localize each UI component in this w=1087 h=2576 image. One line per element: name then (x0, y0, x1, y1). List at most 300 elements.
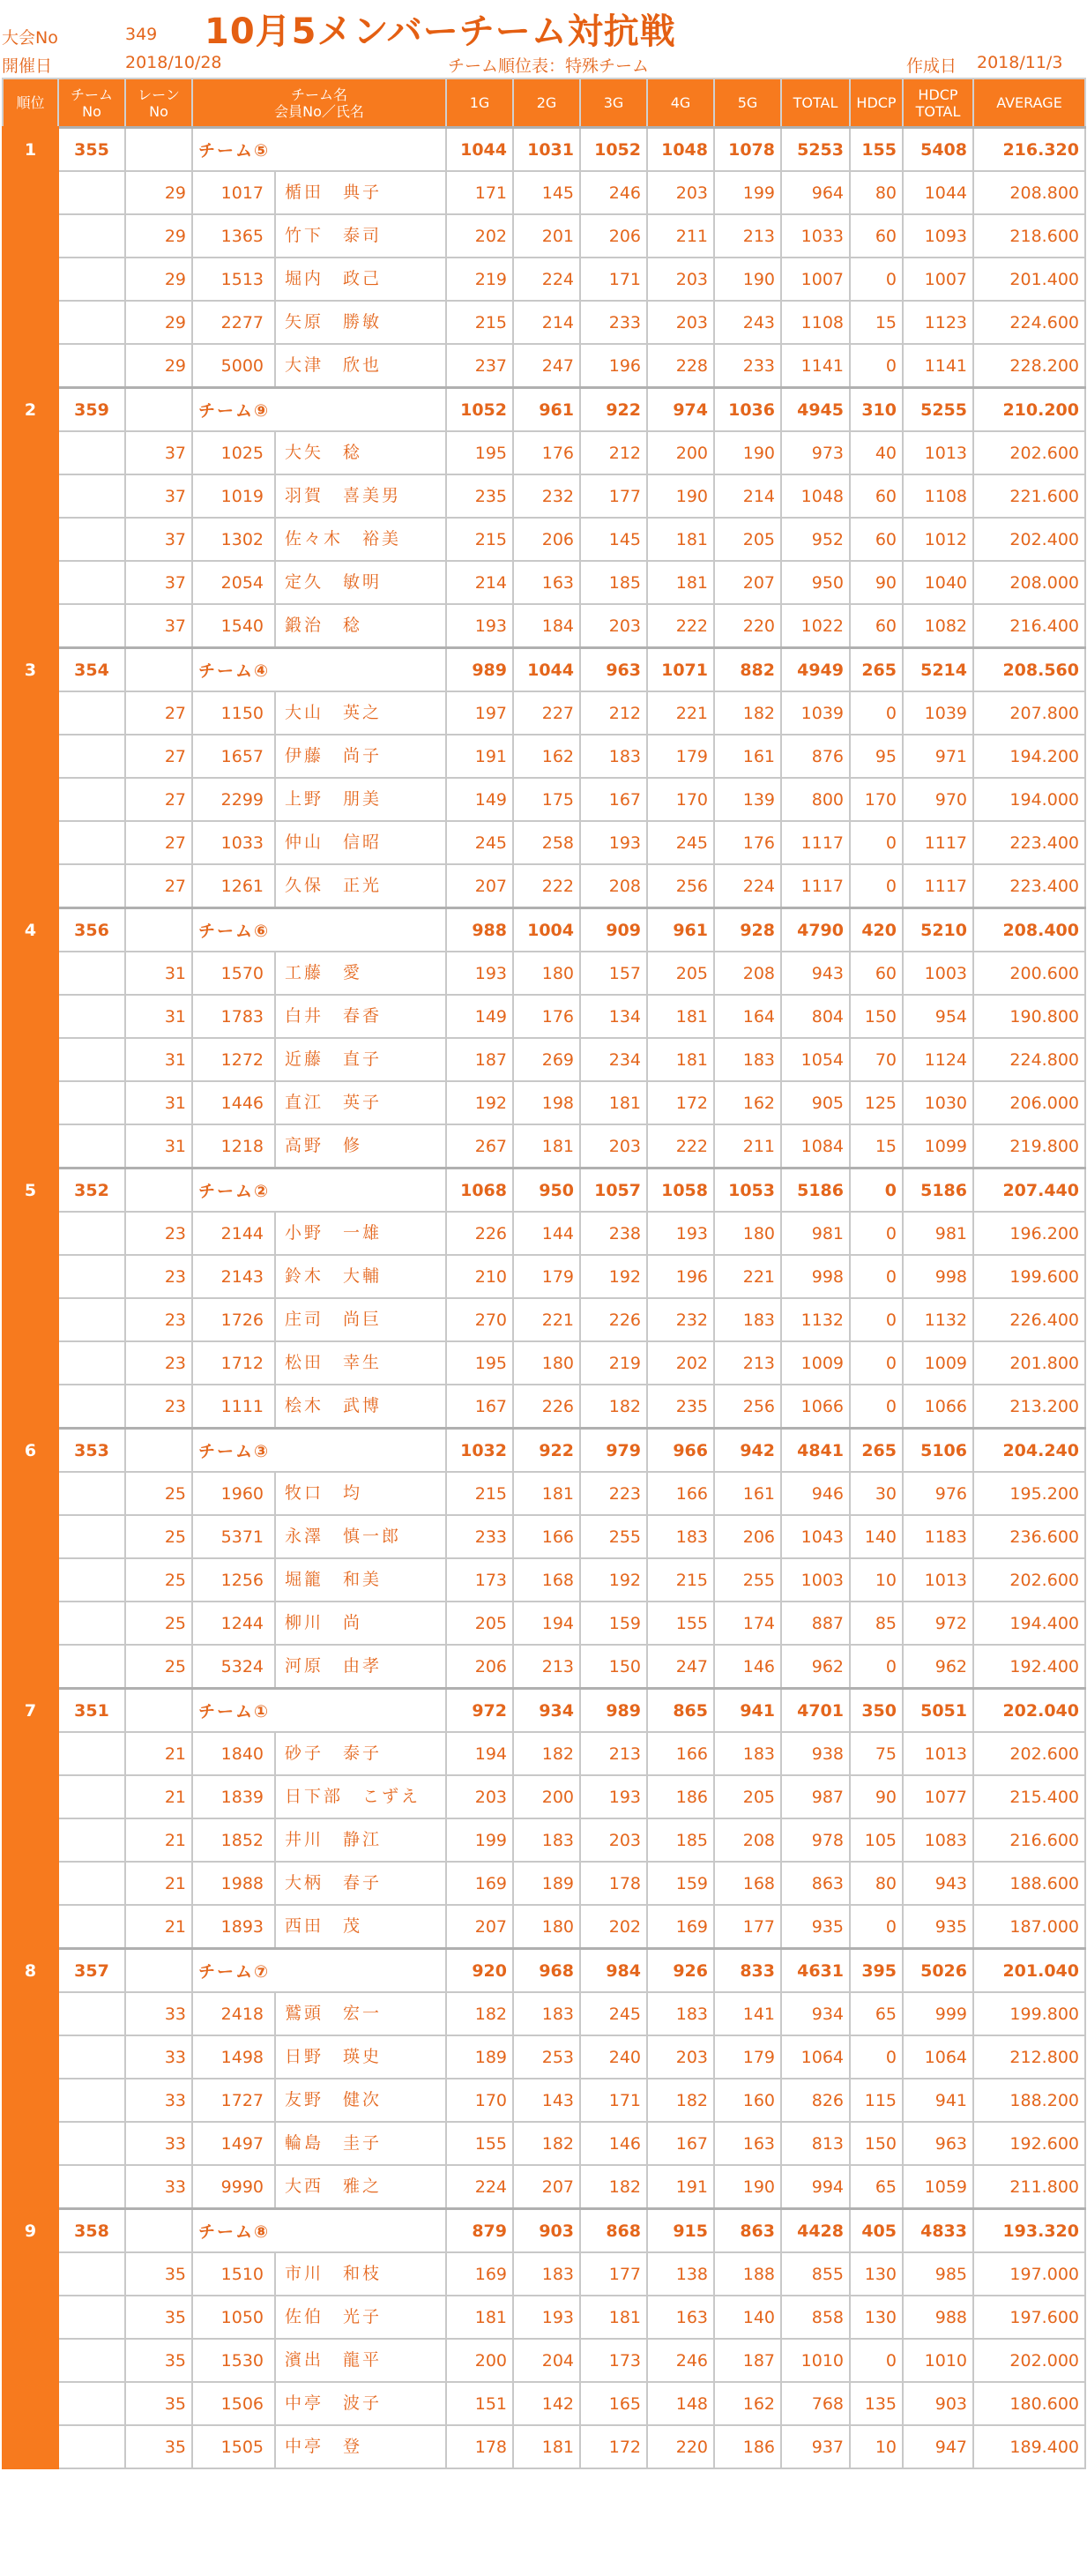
member-name: 楯田 典子 (274, 172, 382, 213)
member-name: 河原 由孝 (274, 1646, 382, 1687)
game-score-cell: 961 (647, 908, 714, 952)
member-row (3, 1255, 1085, 1298)
game-score-cell: 168 (714, 1862, 781, 1905)
member-row (3, 1558, 1085, 1602)
game-score-cell: 183 (647, 1992, 714, 2035)
lane-cell: 37 (125, 518, 192, 561)
member-row (3, 2425, 1085, 2468)
lane-cell (125, 648, 192, 692)
average-cell: 201.400 (973, 258, 1085, 301)
lane-cell: 37 (125, 604, 192, 648)
member-name: 伊藤 尚子 (274, 735, 382, 777)
member-cell (192, 821, 446, 864)
game-score-cell: 172 (647, 1081, 714, 1124)
game-score-cell: 1052 (446, 388, 513, 432)
game-score-cell: 1004 (513, 908, 580, 952)
game-score-cell: 161 (714, 1472, 781, 1515)
hdcp-total-cell: 1124 (903, 1038, 973, 1081)
game-score-cell: 200 (513, 1775, 580, 1818)
member-row (3, 604, 1085, 648)
game-score-cell: 208 (714, 952, 781, 995)
game-score-cell: 928 (714, 908, 781, 952)
team-no-cell (58, 2339, 125, 2382)
rank-cell (3, 1992, 58, 2035)
average-cell: 226.400 (973, 1298, 1085, 1341)
rank-cell: 1 (3, 128, 58, 172)
member-no: 1497 (220, 2133, 264, 2154)
game-score-cell: 185 (580, 561, 647, 604)
lane-cell: 33 (125, 2079, 192, 2122)
rank-cell (3, 431, 58, 474)
member-cell (192, 561, 446, 604)
team-row (3, 1169, 1085, 1213)
game-score-cell: 202 (580, 1905, 647, 1949)
member-no: 1244 (220, 1613, 264, 1633)
game-score-cell: 150 (580, 1645, 647, 1689)
member-no: 2299 (220, 789, 264, 810)
member-name: 鷲頭 宏一 (274, 1993, 382, 2035)
game-score-cell: 989 (446, 648, 513, 692)
team-name-cell: チーム⑧ (192, 2209, 446, 2253)
member-name: 直江 英子 (274, 1082, 382, 1124)
game-score-cell: 941 (714, 1689, 781, 1733)
member-cell (192, 431, 446, 474)
average-cell: 215.400 (973, 1775, 1085, 1818)
average-cell: 204.240 (973, 1429, 1085, 1473)
game-score-cell: 182 (580, 1385, 647, 1429)
member-cell (192, 1255, 446, 1298)
created-date: 2018/11/3 (977, 53, 1063, 72)
game-score-cell: 146 (580, 2122, 647, 2165)
team-no-cell (58, 691, 125, 735)
total-cell: 804 (781, 995, 850, 1038)
lane-cell: 29 (125, 171, 192, 214)
game-score-cell: 166 (513, 1515, 580, 1558)
average-cell: 201.040 (973, 1949, 1085, 1993)
member-cell (192, 2296, 446, 2339)
average-cell: 202.000 (973, 2339, 1085, 2382)
game-score-cell: 160 (714, 2079, 781, 2122)
game-score-cell: 210 (446, 1255, 513, 1298)
game-score-cell: 233 (446, 1515, 513, 1558)
hdcp-total-cell: 1059 (903, 2165, 973, 2209)
total-cell: 813 (781, 2122, 850, 2165)
member-name: 工藤 愛 (274, 952, 362, 994)
member-cell (192, 1515, 446, 1558)
member-cell (192, 691, 446, 735)
total-cell: 876 (781, 735, 850, 778)
lane-cell (125, 128, 192, 172)
hdcp-cell: 405 (850, 2209, 903, 2253)
game-score-cell: 164 (714, 995, 781, 1038)
member-row (3, 995, 1085, 1038)
member-no: 2143 (220, 1266, 264, 1287)
game-score-cell: 183 (513, 2252, 580, 2296)
member-cell (192, 952, 446, 995)
game-score-cell: 203 (647, 171, 714, 214)
lane-cell: 23 (125, 1255, 192, 1298)
lane-cell: 23 (125, 1341, 192, 1385)
rank-cell (3, 735, 58, 778)
game-score-cell: 193 (446, 604, 513, 648)
game-score-cell: 868 (580, 2209, 647, 2253)
hdcp-total-cell: 5186 (903, 1169, 973, 1213)
member-row (3, 1038, 1085, 1081)
total-cell: 1064 (781, 2035, 850, 2079)
total-cell: 4949 (781, 648, 850, 692)
hdcp-cell: 80 (850, 171, 903, 214)
member-row (3, 1775, 1085, 1818)
lane-cell (125, 1169, 192, 1213)
game-score-cell: 1044 (446, 128, 513, 172)
average-cell: 188.200 (973, 2079, 1085, 2122)
member-name: 佐伯 光子 (274, 2296, 382, 2338)
game-score-cell: 979 (580, 1429, 647, 1473)
hdcp-cell: 395 (850, 1949, 903, 1993)
member-row (3, 1515, 1085, 1558)
game-score-cell: 213 (513, 1645, 580, 1689)
member-no: 1726 (220, 1310, 264, 1330)
total-cell: 1043 (781, 1515, 850, 1558)
game-score-cell: 915 (647, 2209, 714, 2253)
team-name-cell: チーム⑨ (192, 388, 446, 432)
hdcp-cell: 0 (850, 1645, 903, 1689)
average-cell: 192.400 (973, 1645, 1085, 1689)
game-score-cell: 205 (714, 518, 781, 561)
game-score-cell: 196 (647, 1255, 714, 1298)
member-cell (192, 1081, 446, 1124)
game-score-cell: 148 (647, 2382, 714, 2425)
game-score-cell: 167 (580, 778, 647, 821)
team-no-cell (58, 2252, 125, 2296)
member-no: 1727 (220, 2090, 264, 2110)
team-no-cell: 352 (58, 1169, 125, 1213)
hdcp-total-cell: 1077 (903, 1775, 973, 1818)
game-score-cell: 219 (446, 258, 513, 301)
game-score-cell: 865 (647, 1689, 714, 1733)
hdcp-cell: 60 (850, 474, 903, 518)
average-cell: 212.800 (973, 2035, 1085, 2079)
hdcp-cell: 60 (850, 214, 903, 258)
hdcp-cell: 85 (850, 1602, 903, 1645)
rank-cell (3, 1038, 58, 1081)
rank-cell (3, 1385, 58, 1429)
total-cell: 1084 (781, 1124, 850, 1169)
rank-cell (3, 821, 58, 864)
game-score-cell: 205 (446, 1602, 513, 1645)
member-no: 5000 (220, 355, 264, 376)
game-score-cell: 205 (714, 1775, 781, 1818)
game-score-cell: 253 (513, 2035, 580, 2079)
game-score-cell: 255 (714, 1558, 781, 1602)
game-score-cell: 197 (446, 691, 513, 735)
team-no-cell (58, 778, 125, 821)
lane-cell: 25 (125, 1472, 192, 1515)
member-cell (192, 474, 446, 518)
game-score-cell: 1078 (714, 128, 781, 172)
member-name: 堀籠 和美 (274, 1559, 382, 1601)
team-no-cell (58, 2382, 125, 2425)
game-score-cell: 909 (580, 908, 647, 952)
game-score-cell: 222 (647, 604, 714, 648)
game-score-cell: 170 (446, 2079, 513, 2122)
hdcp-total-cell: 1007 (903, 258, 973, 301)
rank-cell (3, 1515, 58, 1558)
game-score-cell: 184 (513, 604, 580, 648)
rank-cell (3, 2079, 58, 2122)
lane-cell: 31 (125, 952, 192, 995)
team-name-cell: チーム④ (192, 648, 446, 692)
average-cell: 194.400 (973, 1602, 1085, 1645)
hdcp-cell: 310 (850, 388, 903, 432)
rank-cell (3, 1298, 58, 1341)
member-cell (192, 1645, 446, 1689)
game-score-cell: 1031 (513, 128, 580, 172)
average-cell: 201.800 (973, 1341, 1085, 1385)
member-no: 1506 (220, 2393, 264, 2414)
team-no-cell: 356 (58, 908, 125, 952)
member-name: 牧口 均 (274, 1473, 362, 1514)
member-row (3, 1472, 1085, 1515)
lane-cell: 25 (125, 1645, 192, 1689)
game-score-cell: 1053 (714, 1169, 781, 1213)
member-name: 小野 一雄 (274, 1213, 382, 1254)
game-score-cell: 269 (513, 1038, 580, 1081)
game-score-cell: 181 (647, 995, 714, 1038)
member-cell (192, 1732, 446, 1775)
member-cell (192, 1341, 446, 1385)
member-row (3, 2079, 1085, 2122)
average-cell: 193.320 (973, 2209, 1085, 2253)
member-name: 大山 英之 (274, 692, 382, 734)
member-row (3, 1124, 1085, 1169)
game-score-cell: 215 (446, 1472, 513, 1515)
game-score-cell: 169 (446, 1862, 513, 1905)
lane-cell: 35 (125, 2339, 192, 2382)
member-row (3, 691, 1085, 735)
hdcp-total-cell: 1010 (903, 2339, 973, 2382)
member-row (3, 344, 1085, 388)
team-no-cell (58, 1255, 125, 1298)
hdcp-cell: 265 (850, 648, 903, 692)
game-score-cell: 194 (446, 1732, 513, 1775)
game-score-cell: 214 (513, 301, 580, 344)
game-score-cell: 170 (647, 778, 714, 821)
member-name: 鈴木 大輔 (274, 1256, 382, 1297)
rank-cell (3, 1775, 58, 1818)
member-name: 庄司 尚巨 (274, 1299, 382, 1340)
hdcp-total-cell: 1117 (903, 821, 973, 864)
total-cell: 938 (781, 1732, 850, 1775)
lane-cell: 21 (125, 1818, 192, 1862)
game-score-cell: 221 (513, 1298, 580, 1341)
game-score-cell: 211 (714, 1124, 781, 1169)
team-no-cell: 357 (58, 1949, 125, 1993)
hdcp-total-cell: 1044 (903, 171, 973, 214)
member-name: 松田 幸生 (274, 1342, 382, 1384)
game-score-cell: 942 (714, 1429, 781, 1473)
game-score-cell: 186 (647, 1775, 714, 1818)
hdcp-cell: 0 (850, 1341, 903, 1385)
member-row (3, 518, 1085, 561)
game-score-cell: 181 (513, 1472, 580, 1515)
member-name: 佐々木 裕美 (274, 519, 401, 560)
average-cell: 202.040 (973, 1689, 1085, 1733)
game-score-cell: 961 (513, 388, 580, 432)
member-no: 1540 (220, 616, 264, 636)
game-score-cell: 206 (580, 214, 647, 258)
team-row (3, 128, 1085, 172)
member-row (3, 2252, 1085, 2296)
team-no-cell (58, 604, 125, 648)
member-name: 永澤 慎一郎 (274, 1516, 401, 1557)
team-no-cell (58, 1472, 125, 1515)
member-name: 日下部 こずえ (274, 1776, 421, 1818)
member-no: 1783 (220, 1006, 264, 1027)
average-cell: 199.600 (973, 1255, 1085, 1298)
ranking-label: チーム順位表：特殊チーム (448, 56, 650, 76)
game-score-cell: 267 (446, 1124, 513, 1169)
member-cell (192, 995, 446, 1038)
hdcp-cell: 420 (850, 908, 903, 952)
rank-cell: 6 (3, 1429, 58, 1473)
member-cell (192, 1818, 446, 1862)
lane-cell: 31 (125, 995, 192, 1038)
game-score-cell: 195 (446, 431, 513, 474)
rank-cell (3, 1558, 58, 1602)
game-score-cell: 213 (580, 1732, 647, 1775)
average-cell: 188.600 (973, 1862, 1085, 1905)
total-cell: 1010 (781, 2339, 850, 2382)
game-score-cell: 233 (580, 301, 647, 344)
member-name: 西田 茂 (274, 1906, 362, 1947)
member-row (3, 1212, 1085, 1255)
member-row (3, 952, 1085, 995)
game-score-cell: 185 (647, 1818, 714, 1862)
game-score-cell: 181 (580, 1081, 647, 1124)
date-label: 開催日 (2, 56, 53, 76)
game-score-cell: 162 (714, 2382, 781, 2425)
average-cell: 211.800 (973, 2165, 1085, 2209)
hdcp-total-cell: 1039 (903, 691, 973, 735)
member-cell (192, 1775, 446, 1818)
game-score-cell: 140 (714, 2296, 781, 2339)
total-cell: 4945 (781, 388, 850, 432)
team-no-cell (58, 344, 125, 388)
game-score-cell: 191 (446, 735, 513, 778)
hdcp-cell: 60 (850, 604, 903, 648)
game-score-cell: 163 (513, 561, 580, 604)
game-score-cell: 227 (513, 691, 580, 735)
game-score-cell: 194 (513, 1602, 580, 1645)
member-cell (192, 214, 446, 258)
member-no: 1019 (220, 486, 264, 506)
game-score-cell: 182 (446, 1992, 513, 2035)
game-score-cell: 183 (647, 1515, 714, 1558)
hdcp-total-cell: 1132 (903, 1298, 973, 1341)
team-no-cell (58, 301, 125, 344)
col-rank: 順位 (3, 78, 58, 128)
rank-cell (3, 1212, 58, 1255)
total-cell: 4631 (781, 1949, 850, 1993)
member-cell (192, 1602, 446, 1645)
rank-cell (3, 778, 58, 821)
game-score-cell: 903 (513, 2209, 580, 2253)
lane-cell: 33 (125, 2165, 192, 2209)
hdcp-total-cell: 4833 (903, 2209, 973, 2253)
member-name: 市川 和枝 (274, 2253, 382, 2295)
rank-cell: 3 (3, 648, 58, 692)
team-no-cell: 358 (58, 2209, 125, 2253)
hdcp-cell: 350 (850, 1689, 903, 1733)
game-score-cell: 215 (647, 1558, 714, 1602)
average-cell: 202.600 (973, 1558, 1085, 1602)
game-score-cell: 196 (580, 344, 647, 388)
hdcp-cell: 15 (850, 301, 903, 344)
team-no-cell (58, 735, 125, 778)
hdcp-cell: 65 (850, 1992, 903, 2035)
lane-cell: 27 (125, 691, 192, 735)
game-score-cell: 182 (513, 2122, 580, 2165)
game-score-cell: 203 (647, 258, 714, 301)
member-row (3, 2339, 1085, 2382)
game-score-cell: 950 (513, 1169, 580, 1213)
average-cell: 216.320 (973, 128, 1085, 172)
hdcp-total-cell: 976 (903, 1472, 973, 1515)
lane-cell: 25 (125, 1558, 192, 1602)
lane-cell: 25 (125, 1602, 192, 1645)
game-score-cell: 1052 (580, 128, 647, 172)
game-score-cell: 175 (513, 778, 580, 821)
hdcp-total-cell: 935 (903, 1905, 973, 1949)
hdcp-total-cell: 941 (903, 2079, 973, 2122)
member-cell (192, 2165, 446, 2209)
average-cell: 213.200 (973, 1385, 1085, 1429)
hdcp-cell: 135 (850, 2382, 903, 2425)
team-name-cell: チーム② (192, 1169, 446, 1213)
average-cell: 228.200 (973, 344, 1085, 388)
member-cell (192, 778, 446, 821)
member-name: 定久 敏明 (274, 562, 382, 603)
lane-cell: 29 (125, 344, 192, 388)
total-cell: 1141 (781, 344, 850, 388)
lane-cell: 35 (125, 2296, 192, 2339)
lane-cell: 31 (125, 1038, 192, 1081)
game-score-cell: 134 (580, 995, 647, 1038)
member-no: 1893 (220, 1916, 264, 1937)
team-no-cell (58, 1775, 125, 1818)
member-no: 1272 (220, 1049, 264, 1070)
game-score-cell: 177 (580, 2252, 647, 2296)
member-no: 1498 (220, 2047, 264, 2067)
col-lane-no: レーン No (125, 78, 192, 128)
team-row (3, 1429, 1085, 1473)
game-score-cell: 182 (647, 2079, 714, 2122)
member-no: 1839 (220, 1787, 264, 1807)
average-cell: 200.600 (973, 952, 1085, 995)
rank-cell (3, 2035, 58, 2079)
member-cell (192, 2339, 446, 2382)
game-score-cell: 179 (714, 2035, 781, 2079)
hdcp-total-cell: 972 (903, 1602, 973, 1645)
hdcp-cell: 0 (850, 1298, 903, 1341)
hdcp-total-cell: 971 (903, 735, 973, 778)
member-cell (192, 2382, 446, 2425)
team-no-cell (58, 1818, 125, 1862)
game-score-cell: 1032 (446, 1429, 513, 1473)
game-score-cell: 232 (647, 1298, 714, 1341)
total-cell: 4841 (781, 1429, 850, 1473)
